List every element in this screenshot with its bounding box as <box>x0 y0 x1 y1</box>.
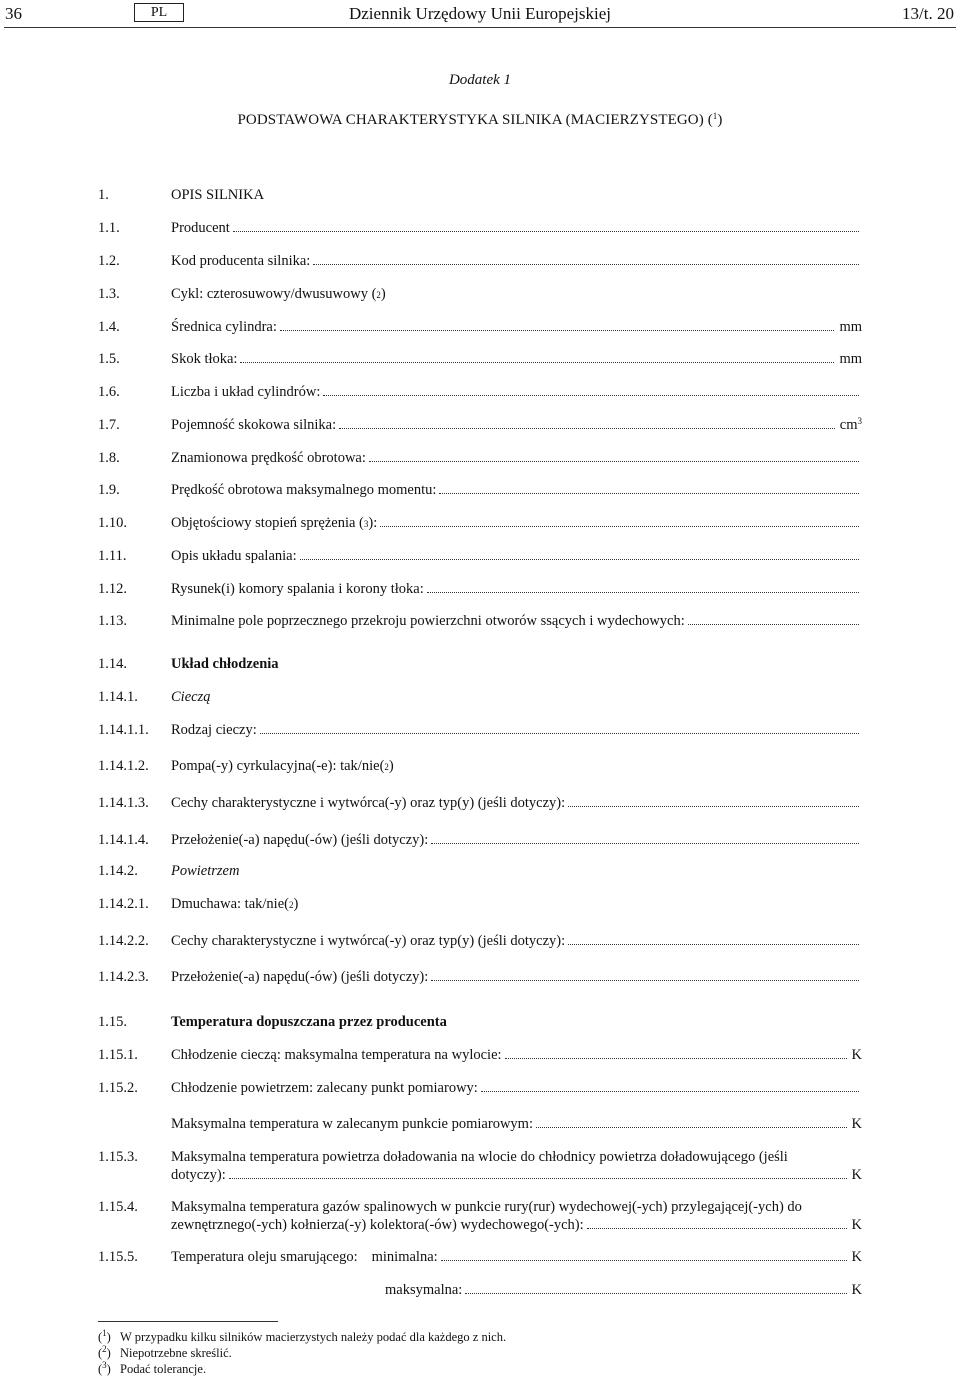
footnote-2: ($^2$) Niepotrzebne skreślić. <box>98 1344 232 1360</box>
fill-line[interactable] <box>465 1281 846 1294</box>
fill-line[interactable] <box>300 547 859 560</box>
footnote-1: ($^1$) W przypadku kilku silników macierzystych należy podać dla każdego z nich. <box>98 1328 507 1344</box>
fill-line[interactable] <box>313 252 859 265</box>
fill-line[interactable] <box>240 350 834 363</box>
footnote-3: ($^3$) Podać tolerancje. <box>98 1360 207 1376</box>
fill-line[interactable] <box>369 449 859 462</box>
fill-line[interactable] <box>229 1166 847 1179</box>
fill-line[interactable] <box>568 794 859 807</box>
issue-reference: 13/t. 20 <box>902 4 954 23</box>
fill-line[interactable] <box>536 1115 847 1128</box>
fill-line[interactable] <box>431 831 859 844</box>
page-number: 36 <box>5 4 22 23</box>
fill-line[interactable] <box>431 968 859 981</box>
fill-line[interactable] <box>280 318 835 331</box>
fill-line[interactable] <box>339 416 835 429</box>
fill-line[interactable] <box>380 514 859 527</box>
journal-title: Dziennik Urzędowy Unii Europejskiej <box>348 4 611 23</box>
fill-line[interactable] <box>260 721 859 734</box>
fill-line[interactable] <box>439 481 859 494</box>
fill-line[interactable] <box>233 219 859 232</box>
fill-line[interactable] <box>427 580 859 593</box>
fill-line[interactable] <box>568 932 859 945</box>
fill-line[interactable] <box>323 383 859 396</box>
fill-line[interactable] <box>505 1046 847 1059</box>
header-rule <box>4 27 956 28</box>
footnote-rule <box>98 1321 278 1322</box>
fill-line[interactable] <box>441 1248 847 1261</box>
fill-line[interactable] <box>481 1079 859 1092</box>
fill-line[interactable] <box>688 612 859 625</box>
appendix-label: Dodatek 1 <box>448 72 512 88</box>
page-header <box>0 0 960 30</box>
language-badge: PL <box>134 3 184 22</box>
main-title: PODSTAWOWA CHARAKTERYSTYKA SILNIKA (MACIERZYSTEGO) ($^1$) <box>237 111 723 128</box>
fill-line[interactable] <box>587 1216 847 1229</box>
